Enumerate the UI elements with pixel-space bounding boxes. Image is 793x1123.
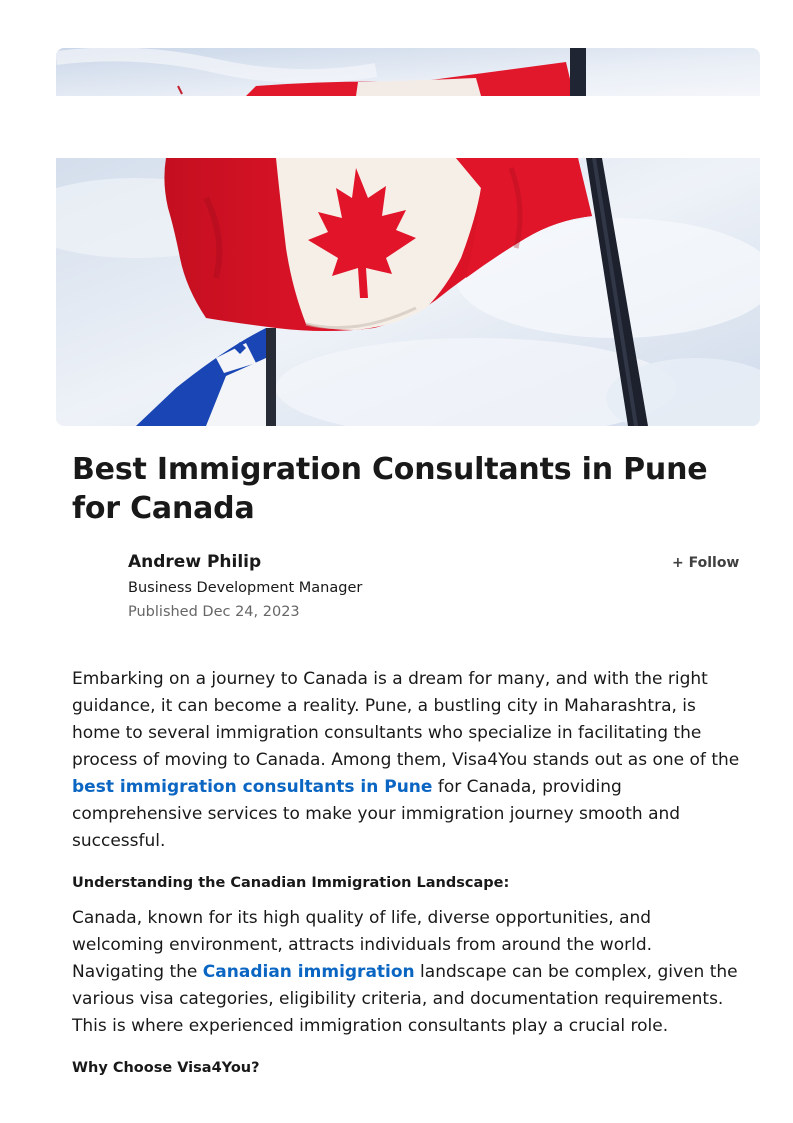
intro-text: Embarking on a journey to Canada is a dream for many, and with the right guidance, it can become a reality. Pune, a bustling city in Maharashtra, is home to several immigration consultants who specialize in facilitating the process of moving to Canada. Among them, Visa4You stands out as one of the xyxy=(72,669,740,770)
intro-text-end: for Canada, providing comprehensive services to make your immigration journey smooth and successful. xyxy=(72,777,681,851)
landscape-paragraph xyxy=(72,905,744,1040)
canadian-immigration-link[interactable]: Canadian immigration xyxy=(202,962,415,982)
published-date: Published Dec 24, 2023 xyxy=(128,604,300,620)
author-name[interactable]: Andrew Philip xyxy=(128,552,262,572)
section-heading-why-choose: Why Choose Visa4You? xyxy=(72,1060,260,1076)
landscape-text-end: landscape can be complex, given the various visa categories, eligibility criteria, and documentation requirements. This is where experienced immigration consultants play a crucial role. xyxy=(72,962,738,1036)
canada-flag-illustration-top xyxy=(56,48,760,96)
author-headline: Business Development Manager xyxy=(128,580,363,596)
cover-image-top xyxy=(56,48,760,96)
article-body xyxy=(72,666,744,1078)
intro-paragraph xyxy=(72,666,744,855)
section-heading-landscape: Understanding the Canadian Immigration Landscape: xyxy=(72,875,510,891)
follow-button[interactable]: + Follow xyxy=(668,553,743,573)
best-consultants-link[interactable]: best immigration consultants in Pune xyxy=(72,777,433,797)
article-title: Best Immigration Consultants in Pune for Canada xyxy=(72,452,708,526)
landscape-text: Canada, known for its high quality of life, diverse opportunities, and welcoming environment, attracts individuals from around the world. Navigating the xyxy=(72,908,653,982)
cover-image xyxy=(56,158,760,426)
canada-flag-illustration xyxy=(56,158,760,426)
